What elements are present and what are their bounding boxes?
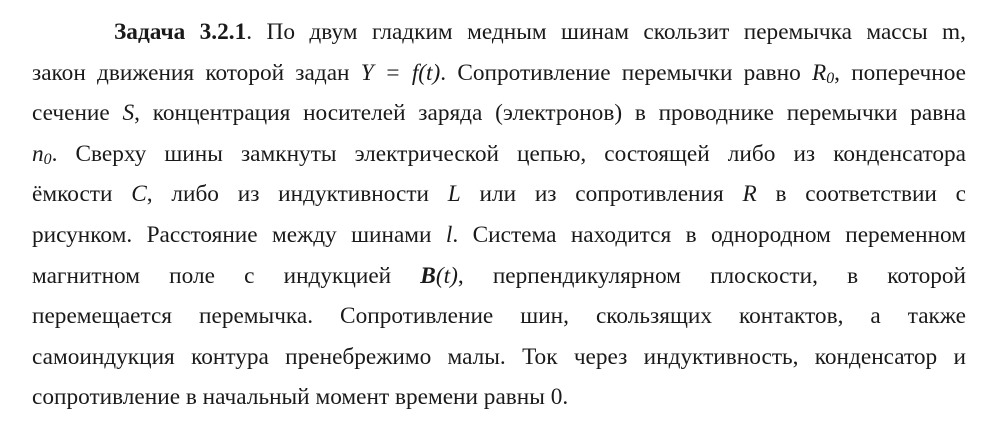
formula-text: l xyxy=(445,221,453,248)
formula-text: C xyxy=(131,181,147,208)
text-line xyxy=(32,296,966,337)
body-text: , либо из индуктивности xyxy=(146,181,448,208)
text-line xyxy=(32,134,966,175)
formula-text: B xyxy=(420,262,436,289)
body-text: ёмкости xyxy=(32,181,132,208)
subscript-text: 0 xyxy=(826,69,835,87)
formula-text: (t) xyxy=(435,262,458,289)
body-text: магнитном поле с индукцией xyxy=(32,262,421,289)
body-text: . Сверху шины замкнуты электрической цепью, состоящей либо из конденсатора xyxy=(51,140,966,167)
text-line xyxy=(32,12,966,53)
body-text: в соответствии с xyxy=(756,181,967,208)
text-line xyxy=(32,377,966,418)
body-text: сопротивление в начальный момент времени равны 0. xyxy=(32,384,569,411)
text-line xyxy=(32,174,966,215)
subscript-text: 0 xyxy=(43,150,52,168)
text-line xyxy=(32,53,966,94)
body-text: . Сопротивление перемычки равно xyxy=(440,59,812,86)
body-text: закон движения которой задан xyxy=(32,59,361,86)
body-text: , концентрация носителей заряда (электронов) в проводнике перемычки равна xyxy=(134,100,966,127)
body-text: самоиндукция контура пренебрежимо малы. Ток через индуктивность, конденсатор и xyxy=(32,343,966,370)
body-text: перемещается перемычка. Сопротивление шин, скользящих контактов, а также xyxy=(32,303,966,330)
body-text: . По двум гладким медным шинам скользит перемычка массы m, xyxy=(246,19,966,45)
formula-text: L xyxy=(447,181,461,208)
formula-text: n xyxy=(32,140,44,167)
text-line xyxy=(32,256,966,297)
formula-text: R xyxy=(742,181,757,208)
body-text: . Система находится в однородном переменном xyxy=(452,221,966,248)
body-text: рисунком. Расстояние между шинами xyxy=(32,221,446,248)
body-text: , поперечное xyxy=(834,59,966,86)
formula-text: R xyxy=(812,59,827,86)
text-line xyxy=(32,215,966,256)
body-text: , перпендикулярном плоскости, в которой xyxy=(457,262,967,289)
formula-text: Y = f(t) xyxy=(360,59,441,86)
body-text: сечение xyxy=(32,100,123,127)
problem-text-block xyxy=(32,12,966,418)
text-line xyxy=(32,93,966,134)
formula-text: S xyxy=(122,100,135,127)
text-line xyxy=(32,337,966,378)
problem-title: Задача 3.2.1 xyxy=(114,19,247,45)
body-text: или из сопротивления xyxy=(460,181,743,208)
